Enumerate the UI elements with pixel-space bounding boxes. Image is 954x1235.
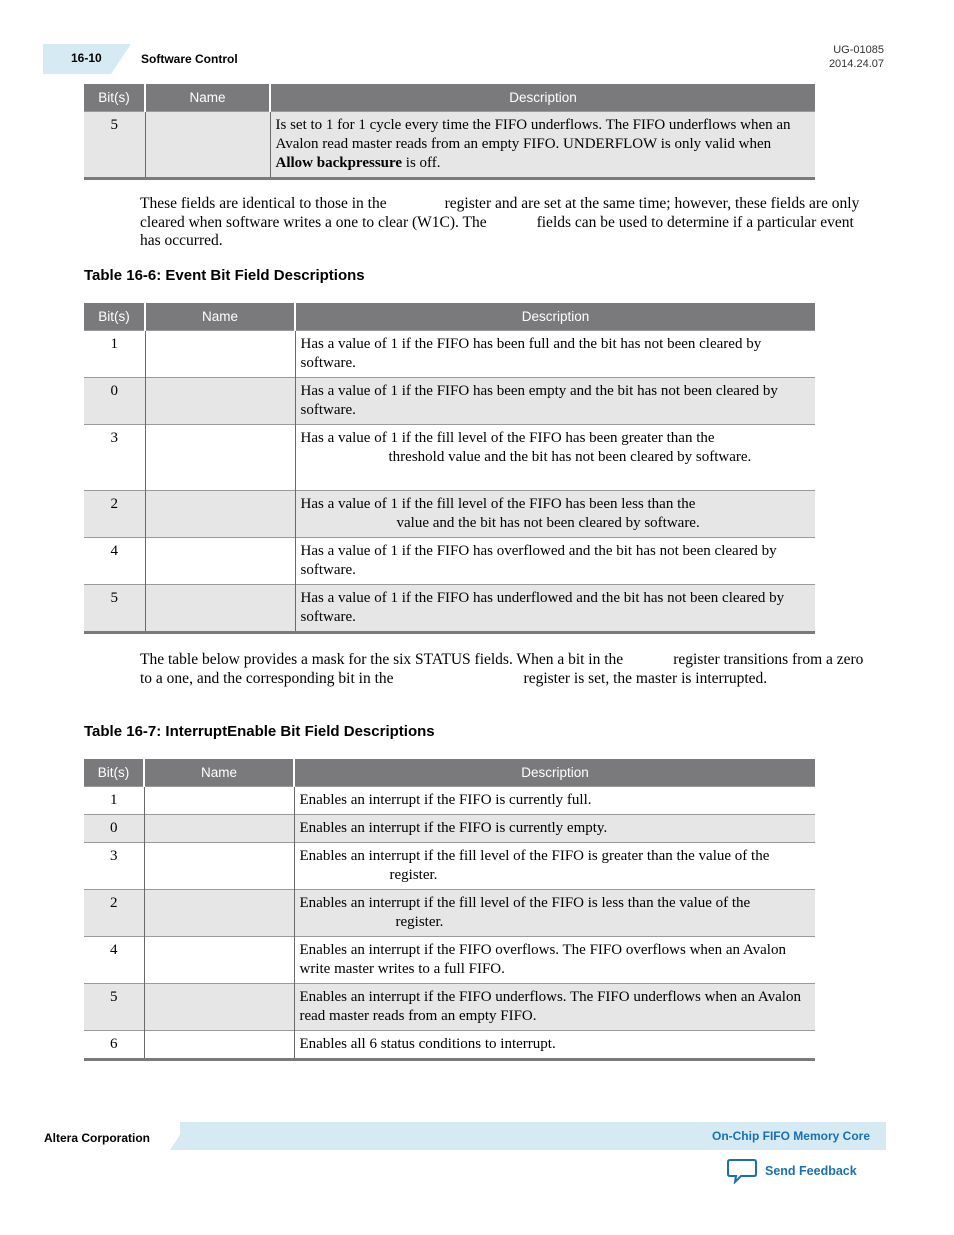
bit-cell: 0 — [84, 378, 145, 425]
name-cell — [144, 815, 294, 843]
column-header-description: Description — [294, 759, 815, 787]
description-cell: Has a value of 1 if the FIFO has been empty and the bit has not been cleared by software. — [295, 378, 815, 425]
page-tab-slant — [111, 44, 131, 74]
description-cell: Enables an interrupt if the FIFO is currently empty. — [294, 815, 815, 843]
description-cell: Enables all 6 status conditions to interrupt. — [294, 1031, 815, 1060]
event-table-caption: Table 16-6: Event Bit Field Descriptions — [84, 267, 365, 284]
description-cell: Enables an interrupt if the fill level of the FIFO is less than the value of theregister. — [294, 890, 815, 937]
table-row — [84, 890, 815, 937]
column-header-bits: Bit(s) — [84, 759, 144, 787]
document-id — [829, 43, 884, 71]
column-header-bits: Bit(s) — [84, 303, 145, 331]
description-cell: Has a value of 1 if the FIFO has overflowed and the bit has not been cleared by software. — [295, 538, 815, 585]
column-header-name: Name — [144, 759, 294, 787]
column-header-name: Name — [145, 84, 270, 112]
name-cell — [145, 585, 295, 633]
table-row — [84, 937, 815, 984]
interrupt-enable-bit-table — [84, 759, 815, 1061]
column-header-description: Description — [270, 84, 815, 112]
bit-cell: 6 — [84, 1031, 144, 1060]
name-cell — [144, 1031, 294, 1060]
column-header-bits: Bit(s) — [84, 84, 145, 112]
company-name: Altera Corporation — [44, 1131, 151, 1145]
name-cell — [145, 491, 295, 538]
send-feedback-link[interactable] — [727, 1158, 857, 1184]
bit-cell: 5 — [84, 112, 145, 179]
bit-cell: 2 — [84, 491, 145, 538]
table-row — [84, 378, 815, 425]
name-cell — [145, 538, 295, 585]
send-feedback-label[interactable]: Send Feedback — [765, 1164, 857, 1178]
speech-bubble-icon — [727, 1158, 757, 1184]
table-row — [84, 1031, 815, 1060]
event-bit-table — [84, 303, 815, 634]
bit-cell: 2 — [84, 890, 144, 937]
name-cell — [145, 331, 295, 378]
event-intro-paragraph: These fields are identical to those in the register and are set at the same time; however, these fields are only cleared when software writes a one to clear (W1C). The fields can be used to determine if a particular event has occurred. — [140, 195, 860, 249]
bit-cell: 0 — [84, 815, 144, 843]
column-header-name: Name — [145, 303, 295, 331]
name-cell — [145, 425, 295, 491]
table-row — [84, 331, 815, 378]
section-title: Software Control — [141, 52, 238, 66]
table-row — [84, 815, 815, 843]
column-header-description: Description — [295, 303, 815, 331]
table-row — [84, 585, 815, 633]
name-cell — [144, 787, 294, 815]
table-row — [84, 984, 815, 1031]
table-row — [84, 112, 815, 179]
bit-cell: 1 — [84, 787, 144, 815]
description-cell: Is set to 1 for 1 cycle every time the FIFO underflows. The FIFO underflows when an Avalon read master reads from an empty FIFO. UNDERFLOW is only valid when Allow backpressure is off. — [270, 112, 815, 179]
name-cell — [144, 984, 294, 1031]
bit-cell: 4 — [84, 538, 145, 585]
bit-cell: 5 — [84, 984, 144, 1031]
page-number: 16-10 — [71, 51, 102, 65]
description-cell: Enables an interrupt if the FIFO is currently full. — [294, 787, 815, 815]
name-cell — [144, 843, 294, 890]
interrupt-table-caption: Table 16-7: InterruptEnable Bit Field Descriptions — [84, 723, 435, 740]
description-cell: Has a value of 1 if the fill level of the FIFO has been less than the value and the bit has not been cleared by software. — [295, 491, 815, 538]
bold-setting: Allow backpressure — [275, 155, 403, 171]
bit-cell: 5 — [84, 585, 145, 633]
table-row — [84, 787, 815, 815]
bit-cell: 3 — [84, 425, 145, 491]
document-date: 2014.24.07 — [828, 58, 884, 70]
table-row — [84, 538, 815, 585]
description-cell: Enables an interrupt if the FIFO overflows. The FIFO overflows when an Avalon write master writes to a full FIFO. — [294, 937, 815, 984]
name-cell — [144, 937, 294, 984]
description-cell: Enables an interrupt if the FIFO underflows. The FIFO underflows when an Avalon read master reads from an empty FIFO. — [294, 984, 815, 1031]
table-row — [84, 425, 815, 491]
bit-cell: 3 — [84, 843, 144, 890]
name-cell — [144, 890, 294, 937]
interrupt-intro-paragraph: The table below provides a mask for the six STATUS fields. When a bit in the register transitions from a zero to a one, and the corresponding bit in the register is set, the master is interrupted. — [140, 651, 864, 687]
description-cell: Enables an interrupt if the fill level of the FIFO is greater than the value of theregister. — [294, 843, 815, 890]
table-row — [84, 843, 815, 890]
bit-cell: 1 — [84, 331, 145, 378]
document-number: UG-01085 — [833, 44, 884, 56]
description-cell: Has a value of 1 if the FIFO has been full and the bit has not been cleared by software. — [295, 331, 815, 378]
description-cell: Has a value of 1 if the FIFO has underflowed and the bit has not been cleared by software. — [295, 585, 815, 633]
status-bit-table-continued — [84, 84, 815, 180]
name-cell — [145, 378, 295, 425]
name-cell — [145, 112, 270, 179]
description-cell: Has a value of 1 if the fill level of the FIFO has been greater than the threshold value and the bit has not been cleared by software. — [295, 425, 815, 491]
document-title-link[interactable]: On-Chip FIFO Memory Core — [711, 1129, 870, 1143]
table-row — [84, 491, 815, 538]
bit-cell: 4 — [84, 937, 144, 984]
